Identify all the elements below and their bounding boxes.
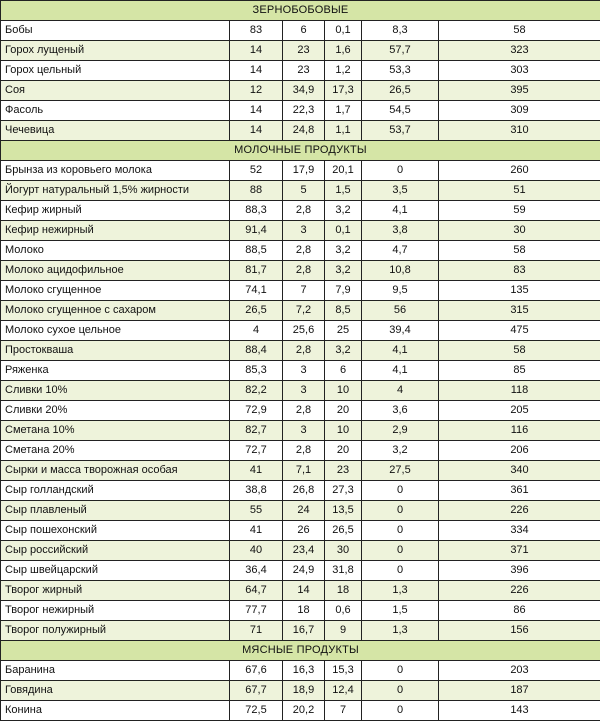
- table-row: [1, 501, 600, 521]
- table-row: [1, 341, 600, 361]
- value-cell: 118: [439, 381, 600, 401]
- table-row: [1, 101, 600, 121]
- value-cell: 18: [283, 601, 325, 621]
- value-cell: 16,7: [283, 621, 325, 641]
- value-cell: 371: [439, 541, 600, 561]
- value-cell: 2,8: [283, 401, 325, 421]
- value-cell: 88,4: [230, 341, 283, 361]
- value-cell: 3: [283, 381, 325, 401]
- value-cell: 24: [283, 501, 325, 521]
- value-cell: 13,5: [325, 501, 362, 521]
- value-cell: 7,2: [283, 301, 325, 321]
- value-cell: 116: [439, 421, 600, 441]
- value-cell: 2,8: [283, 341, 325, 361]
- value-cell: 74,1: [230, 281, 283, 301]
- value-cell: 14: [230, 41, 283, 61]
- product-name-cell: Чечевица: [1, 121, 230, 141]
- value-cell: 4,1: [362, 201, 439, 221]
- table-row: [1, 61, 600, 81]
- table-row: [1, 461, 600, 481]
- value-cell: 2,8: [283, 441, 325, 461]
- value-cell: 22,3: [283, 101, 325, 121]
- product-name-cell: Соя: [1, 81, 230, 101]
- section-header-row: [1, 1, 600, 21]
- value-cell: 6: [325, 361, 362, 381]
- value-cell: 85: [439, 361, 600, 381]
- value-cell: 3: [283, 221, 325, 241]
- value-cell: 396: [439, 561, 600, 581]
- value-cell: 2,8: [283, 201, 325, 221]
- value-cell: 14: [230, 61, 283, 81]
- table-row: [1, 381, 600, 401]
- value-cell: 1,1: [325, 121, 362, 141]
- value-cell: 67,7: [230, 681, 283, 701]
- value-cell: 0: [362, 561, 439, 581]
- value-cell: 3,8: [362, 221, 439, 241]
- table-row: [1, 401, 600, 421]
- value-cell: 71: [230, 621, 283, 641]
- product-name-cell: Творог жирный: [1, 581, 230, 601]
- product-name-cell: Сливки 20%: [1, 401, 230, 421]
- value-cell: 26,5: [230, 301, 283, 321]
- value-cell: 85,3: [230, 361, 283, 381]
- table-row: [1, 121, 600, 141]
- table-row: [1, 441, 600, 461]
- value-cell: 361: [439, 481, 600, 501]
- table-row: [1, 561, 600, 581]
- value-cell: 58: [439, 241, 600, 261]
- value-cell: 0: [362, 541, 439, 561]
- value-cell: 23: [283, 41, 325, 61]
- value-cell: 25,6: [283, 321, 325, 341]
- value-cell: 0: [362, 521, 439, 541]
- value-cell: 0,1: [325, 221, 362, 241]
- value-cell: 38,8: [230, 481, 283, 501]
- value-cell: 8,5: [325, 301, 362, 321]
- value-cell: 3,2: [362, 441, 439, 461]
- value-cell: 0: [362, 161, 439, 181]
- value-cell: 20,2: [283, 701, 325, 721]
- table-row: [1, 241, 600, 261]
- value-cell: 0: [362, 501, 439, 521]
- value-cell: 39,4: [362, 321, 439, 341]
- value-cell: 1,6: [325, 41, 362, 61]
- value-cell: 0: [362, 701, 439, 721]
- value-cell: 143: [439, 701, 600, 721]
- value-cell: 34,9: [283, 81, 325, 101]
- table-row: [1, 661, 600, 681]
- product-name-cell: Творог полужирный: [1, 621, 230, 641]
- value-cell: 88: [230, 181, 283, 201]
- value-cell: 4: [230, 321, 283, 341]
- value-cell: 1,3: [362, 581, 439, 601]
- value-cell: 26,5: [325, 521, 362, 541]
- value-cell: 395: [439, 81, 600, 101]
- value-cell: 3,2: [325, 241, 362, 261]
- value-cell: 72,9: [230, 401, 283, 421]
- table-row: [1, 81, 600, 101]
- value-cell: 53,3: [362, 61, 439, 81]
- table-row: [1, 621, 600, 641]
- value-cell: 0,6: [325, 601, 362, 621]
- value-cell: 3,2: [325, 261, 362, 281]
- value-cell: 1,3: [362, 621, 439, 641]
- value-cell: 27,3: [325, 481, 362, 501]
- table-row: [1, 41, 600, 61]
- value-cell: 40: [230, 541, 283, 561]
- value-cell: 26,8: [283, 481, 325, 501]
- product-name-cell: Молоко сухое цельное: [1, 321, 230, 341]
- product-name-cell: Горох цельный: [1, 61, 230, 81]
- value-cell: 30: [325, 541, 362, 561]
- value-cell: 17,9: [283, 161, 325, 181]
- table-row: [1, 601, 600, 621]
- value-cell: 59: [439, 201, 600, 221]
- value-cell: 72,7: [230, 441, 283, 461]
- value-cell: 1,2: [325, 61, 362, 81]
- value-cell: 135: [439, 281, 600, 301]
- value-cell: 7: [283, 281, 325, 301]
- table-row: [1, 221, 600, 241]
- product-name-cell: Сметана 10%: [1, 421, 230, 441]
- table-row: [1, 581, 600, 601]
- section-title: МОЛОЧНЫЕ ПРОДУКТЫ: [1, 141, 600, 161]
- value-cell: 56: [362, 301, 439, 321]
- value-cell: 54,5: [362, 101, 439, 121]
- value-cell: 14: [230, 101, 283, 121]
- product-name-cell: Молоко ацидофильное: [1, 261, 230, 281]
- section-title: МЯСНЫЕ ПРОДУКТЫ: [1, 641, 600, 661]
- value-cell: 6: [283, 21, 325, 41]
- table-row: [1, 681, 600, 701]
- value-cell: 0: [362, 661, 439, 681]
- table-row: [1, 181, 600, 201]
- table-row: [1, 541, 600, 561]
- value-cell: 3,6: [362, 401, 439, 421]
- value-cell: 16,3: [283, 661, 325, 681]
- value-cell: 1,5: [325, 181, 362, 201]
- value-cell: 67,6: [230, 661, 283, 681]
- value-cell: 4,7: [362, 241, 439, 261]
- value-cell: 91,4: [230, 221, 283, 241]
- value-cell: 23,4: [283, 541, 325, 561]
- value-cell: 2,8: [283, 241, 325, 261]
- value-cell: 340: [439, 461, 600, 481]
- value-cell: 5: [283, 181, 325, 201]
- value-cell: 0: [362, 681, 439, 701]
- product-name-cell: Простокваша: [1, 341, 230, 361]
- value-cell: 82,2: [230, 381, 283, 401]
- value-cell: 81,7: [230, 261, 283, 281]
- value-cell: 25: [325, 321, 362, 341]
- product-name-cell: Молоко сгущенное с сахаром: [1, 301, 230, 321]
- value-cell: 9: [325, 621, 362, 641]
- section-header-row: [1, 141, 600, 161]
- product-name-cell: Сыр голландский: [1, 481, 230, 501]
- product-name-cell: Говядина: [1, 681, 230, 701]
- value-cell: 41: [230, 521, 283, 541]
- value-cell: 3,2: [325, 341, 362, 361]
- table-row: [1, 261, 600, 281]
- product-name-cell: Молоко сгущенное: [1, 281, 230, 301]
- product-name-cell: Фасоль: [1, 101, 230, 121]
- product-name-cell: Сливки 10%: [1, 381, 230, 401]
- product-name-cell: Сыр пошехонский: [1, 521, 230, 541]
- value-cell: 53,7: [362, 121, 439, 141]
- value-cell: 23: [325, 461, 362, 481]
- product-name-cell: Кефир нежирный: [1, 221, 230, 241]
- value-cell: 9,5: [362, 281, 439, 301]
- value-cell: 8,3: [362, 21, 439, 41]
- product-name-cell: Бобы: [1, 21, 230, 41]
- value-cell: 83: [230, 21, 283, 41]
- table-row: [1, 321, 600, 341]
- value-cell: 14: [283, 581, 325, 601]
- value-cell: 156: [439, 621, 600, 641]
- value-cell: 206: [439, 441, 600, 461]
- table-row: [1, 521, 600, 541]
- table-row: [1, 281, 600, 301]
- value-cell: 24,8: [283, 121, 325, 141]
- section-title: ЗЕРНОБОБОВЫЕ: [1, 1, 600, 21]
- value-cell: 57,7: [362, 41, 439, 61]
- table-row: [1, 161, 600, 181]
- value-cell: 18,9: [283, 681, 325, 701]
- table-row: [1, 361, 600, 381]
- value-cell: 0: [362, 481, 439, 501]
- product-name-cell: Творог нежирный: [1, 601, 230, 621]
- value-cell: 20: [325, 401, 362, 421]
- table-row: [1, 301, 600, 321]
- value-cell: 10,8: [362, 261, 439, 281]
- value-cell: 260: [439, 161, 600, 181]
- product-name-cell: Сыр российский: [1, 541, 230, 561]
- product-name-cell: Баранина: [1, 661, 230, 681]
- product-name-cell: Сырки и масса творожная особая: [1, 461, 230, 481]
- value-cell: 12,4: [325, 681, 362, 701]
- value-cell: 27,5: [362, 461, 439, 481]
- value-cell: 51: [439, 181, 600, 201]
- value-cell: 303: [439, 61, 600, 81]
- product-name-cell: Брынза из коровьего молока: [1, 161, 230, 181]
- value-cell: 41: [230, 461, 283, 481]
- value-cell: 7: [325, 701, 362, 721]
- table-row: [1, 481, 600, 501]
- product-name-cell: Сыр плавленый: [1, 501, 230, 521]
- value-cell: 203: [439, 661, 600, 681]
- value-cell: 82,7: [230, 421, 283, 441]
- product-name-cell: Йогурт натуральный 1,5% жирности: [1, 181, 230, 201]
- section-header-row: [1, 641, 600, 661]
- value-cell: 7,1: [283, 461, 325, 481]
- value-cell: 4,1: [362, 341, 439, 361]
- product-name-cell: Горох лущеный: [1, 41, 230, 61]
- value-cell: 323: [439, 41, 600, 61]
- value-cell: 310: [439, 121, 600, 141]
- value-cell: 17,3: [325, 81, 362, 101]
- value-cell: 52: [230, 161, 283, 181]
- value-cell: 64,7: [230, 581, 283, 601]
- value-cell: 20: [325, 441, 362, 461]
- value-cell: 2,9: [362, 421, 439, 441]
- value-cell: 226: [439, 501, 600, 521]
- value-cell: 12: [230, 81, 283, 101]
- value-cell: 77,7: [230, 601, 283, 621]
- value-cell: 226: [439, 581, 600, 601]
- product-name-cell: Молоко: [1, 241, 230, 261]
- value-cell: 315: [439, 301, 600, 321]
- value-cell: 26,5: [362, 81, 439, 101]
- value-cell: 88,3: [230, 201, 283, 221]
- value-cell: 7,9: [325, 281, 362, 301]
- value-cell: 2,8: [283, 261, 325, 281]
- product-name-cell: Сметана 20%: [1, 441, 230, 461]
- value-cell: 475: [439, 321, 600, 341]
- value-cell: 10: [325, 421, 362, 441]
- value-cell: 23: [283, 61, 325, 81]
- value-cell: 58: [439, 21, 600, 41]
- value-cell: 55: [230, 501, 283, 521]
- table-row: [1, 21, 600, 41]
- value-cell: 4: [362, 381, 439, 401]
- value-cell: 1,5: [362, 601, 439, 621]
- value-cell: 205: [439, 401, 600, 421]
- table-row: [1, 421, 600, 441]
- value-cell: 26: [283, 521, 325, 541]
- product-name-cell: Кефир жирный: [1, 201, 230, 221]
- value-cell: 309: [439, 101, 600, 121]
- value-cell: 58: [439, 341, 600, 361]
- product-name-cell: Конина: [1, 701, 230, 721]
- value-cell: 334: [439, 521, 600, 541]
- value-cell: 10: [325, 381, 362, 401]
- product-name-cell: Сыр швейцарский: [1, 561, 230, 581]
- value-cell: 88,5: [230, 241, 283, 261]
- value-cell: 4,1: [362, 361, 439, 381]
- table-row: [1, 201, 600, 221]
- value-cell: 1,7: [325, 101, 362, 121]
- value-cell: 36,4: [230, 561, 283, 581]
- value-cell: 14: [230, 121, 283, 141]
- value-cell: 3: [283, 421, 325, 441]
- value-cell: 3: [283, 361, 325, 381]
- value-cell: 24,9: [283, 561, 325, 581]
- value-cell: 0,1: [325, 21, 362, 41]
- value-cell: 3,2: [325, 201, 362, 221]
- table-body: [1, 1, 600, 721]
- value-cell: 15,3: [325, 661, 362, 681]
- value-cell: 83: [439, 261, 600, 281]
- value-cell: 20,1: [325, 161, 362, 181]
- value-cell: 3,5: [362, 181, 439, 201]
- value-cell: 72,5: [230, 701, 283, 721]
- value-cell: 30: [439, 221, 600, 241]
- value-cell: 187: [439, 681, 600, 701]
- value-cell: 86: [439, 601, 600, 621]
- value-cell: 18: [325, 581, 362, 601]
- value-cell: 31,8: [325, 561, 362, 581]
- product-name-cell: Ряженка: [1, 361, 230, 381]
- table-row: [1, 701, 600, 721]
